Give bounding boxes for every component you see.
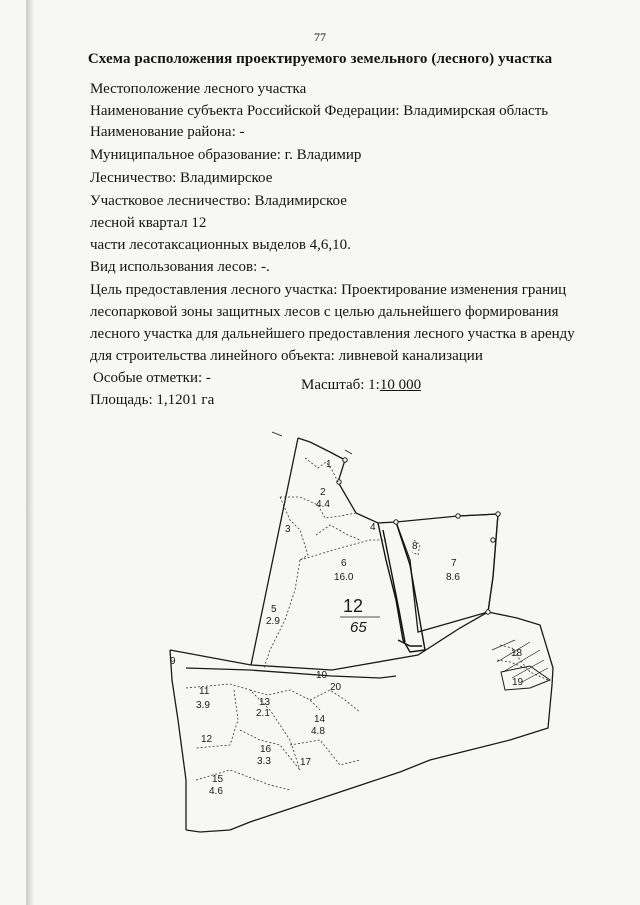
quarter-number-label: 12 — [343, 596, 364, 616]
field-purpose-line2: лесопарковой зоны защитных лесов с целью дальнейшего формирования — [90, 304, 559, 320]
plot-4-id: 4 — [370, 522, 376, 533]
field-subject: Наименование субъекта Российской Федерации: Владимирская область — [90, 103, 549, 119]
field-subdivisions: части лесотаксационных выделов 4,6,10. — [90, 237, 351, 253]
field-location: Местоположение лесного участка — [90, 81, 307, 97]
plot-5-area: 2.9 — [266, 616, 280, 627]
plot-15-area: 4.6 — [209, 786, 223, 797]
scale-value: 10 000 — [379, 377, 422, 393]
plot-10-id: 10 — [316, 670, 328, 681]
plot-2-id: 2 — [320, 487, 326, 498]
plot-12-id: 12 — [201, 734, 213, 745]
forest-plan-map — [150, 420, 570, 840]
field-purpose-line4: для строительства линейного объекта: ливневой канализации — [90, 348, 483, 364]
field-area: Площадь: 1,1201 га — [90, 392, 215, 408]
field-municipality: Муниципальное образование: г. Владимир — [90, 147, 362, 163]
plot-3-id: 3 — [285, 524, 291, 535]
plot-9-id: 9 — [170, 656, 176, 667]
scale-label: Масштаб: 1: — [301, 377, 380, 393]
plot-2-area: 4.4 — [316, 499, 330, 510]
survey-points — [337, 458, 500, 614]
plot-6-id: 6 — [341, 558, 347, 569]
plot-14-area: 4.8 — [311, 726, 325, 737]
plot-19-id: 19 — [512, 677, 524, 688]
subdivision-lines — [186, 458, 548, 790]
page-number: 77 — [314, 30, 326, 44]
plot-7-id: 7 — [451, 558, 457, 569]
plot-18-id: 18 — [511, 648, 523, 659]
scan-edge — [26, 0, 34, 905]
plot-16-id: 16 — [260, 744, 272, 755]
field-purpose-line3: лесного участка для дальнейшего предоставления лесного участка в аренду — [90, 326, 575, 342]
field-sub-forestry: Участковое лесничество: Владимирское — [90, 193, 347, 209]
map-scale — [301, 377, 421, 394]
quarter-area-label: 65 — [350, 619, 367, 636]
plot-14-id: 14 — [314, 714, 326, 725]
document-title: Схема расположения проектируемого земельного (лесного) участка — [87, 51, 553, 67]
plot-8-id: 8 — [412, 541, 418, 552]
plot-labels — [170, 459, 524, 797]
field-purpose-line1: Цель предоставления лесного участка: Проектирование изменения границ — [90, 282, 567, 298]
plot-16-area: 3.3 — [257, 756, 271, 767]
plot-17-id: 17 — [300, 757, 312, 768]
plot-5-id: 5 — [271, 604, 277, 615]
plot-18-hatch — [492, 640, 548, 682]
plot-13-id: 13 — [259, 697, 271, 708]
plot-11-id: 11 — [199, 686, 210, 697]
plot-20-id: 20 — [330, 682, 342, 693]
plot-7-area: 8.6 — [446, 572, 460, 583]
plot-13-area: 2.1 — [256, 708, 270, 719]
plot-15-id: 15 — [212, 774, 224, 785]
field-district: Наименование района: - — [90, 124, 245, 140]
plot-6-area: 16.0 — [334, 572, 354, 583]
field-forestry: Лесничество: Владимирское — [90, 170, 273, 186]
plot-1-id: 1 — [326, 459, 332, 470]
field-special-marks: Особые отметки: - — [93, 370, 211, 386]
field-quarter: лесной квартал 12 — [90, 215, 207, 231]
field-use-type: Вид использования лесов: -. — [90, 259, 270, 275]
plot-11-area: 3.9 — [196, 700, 210, 711]
